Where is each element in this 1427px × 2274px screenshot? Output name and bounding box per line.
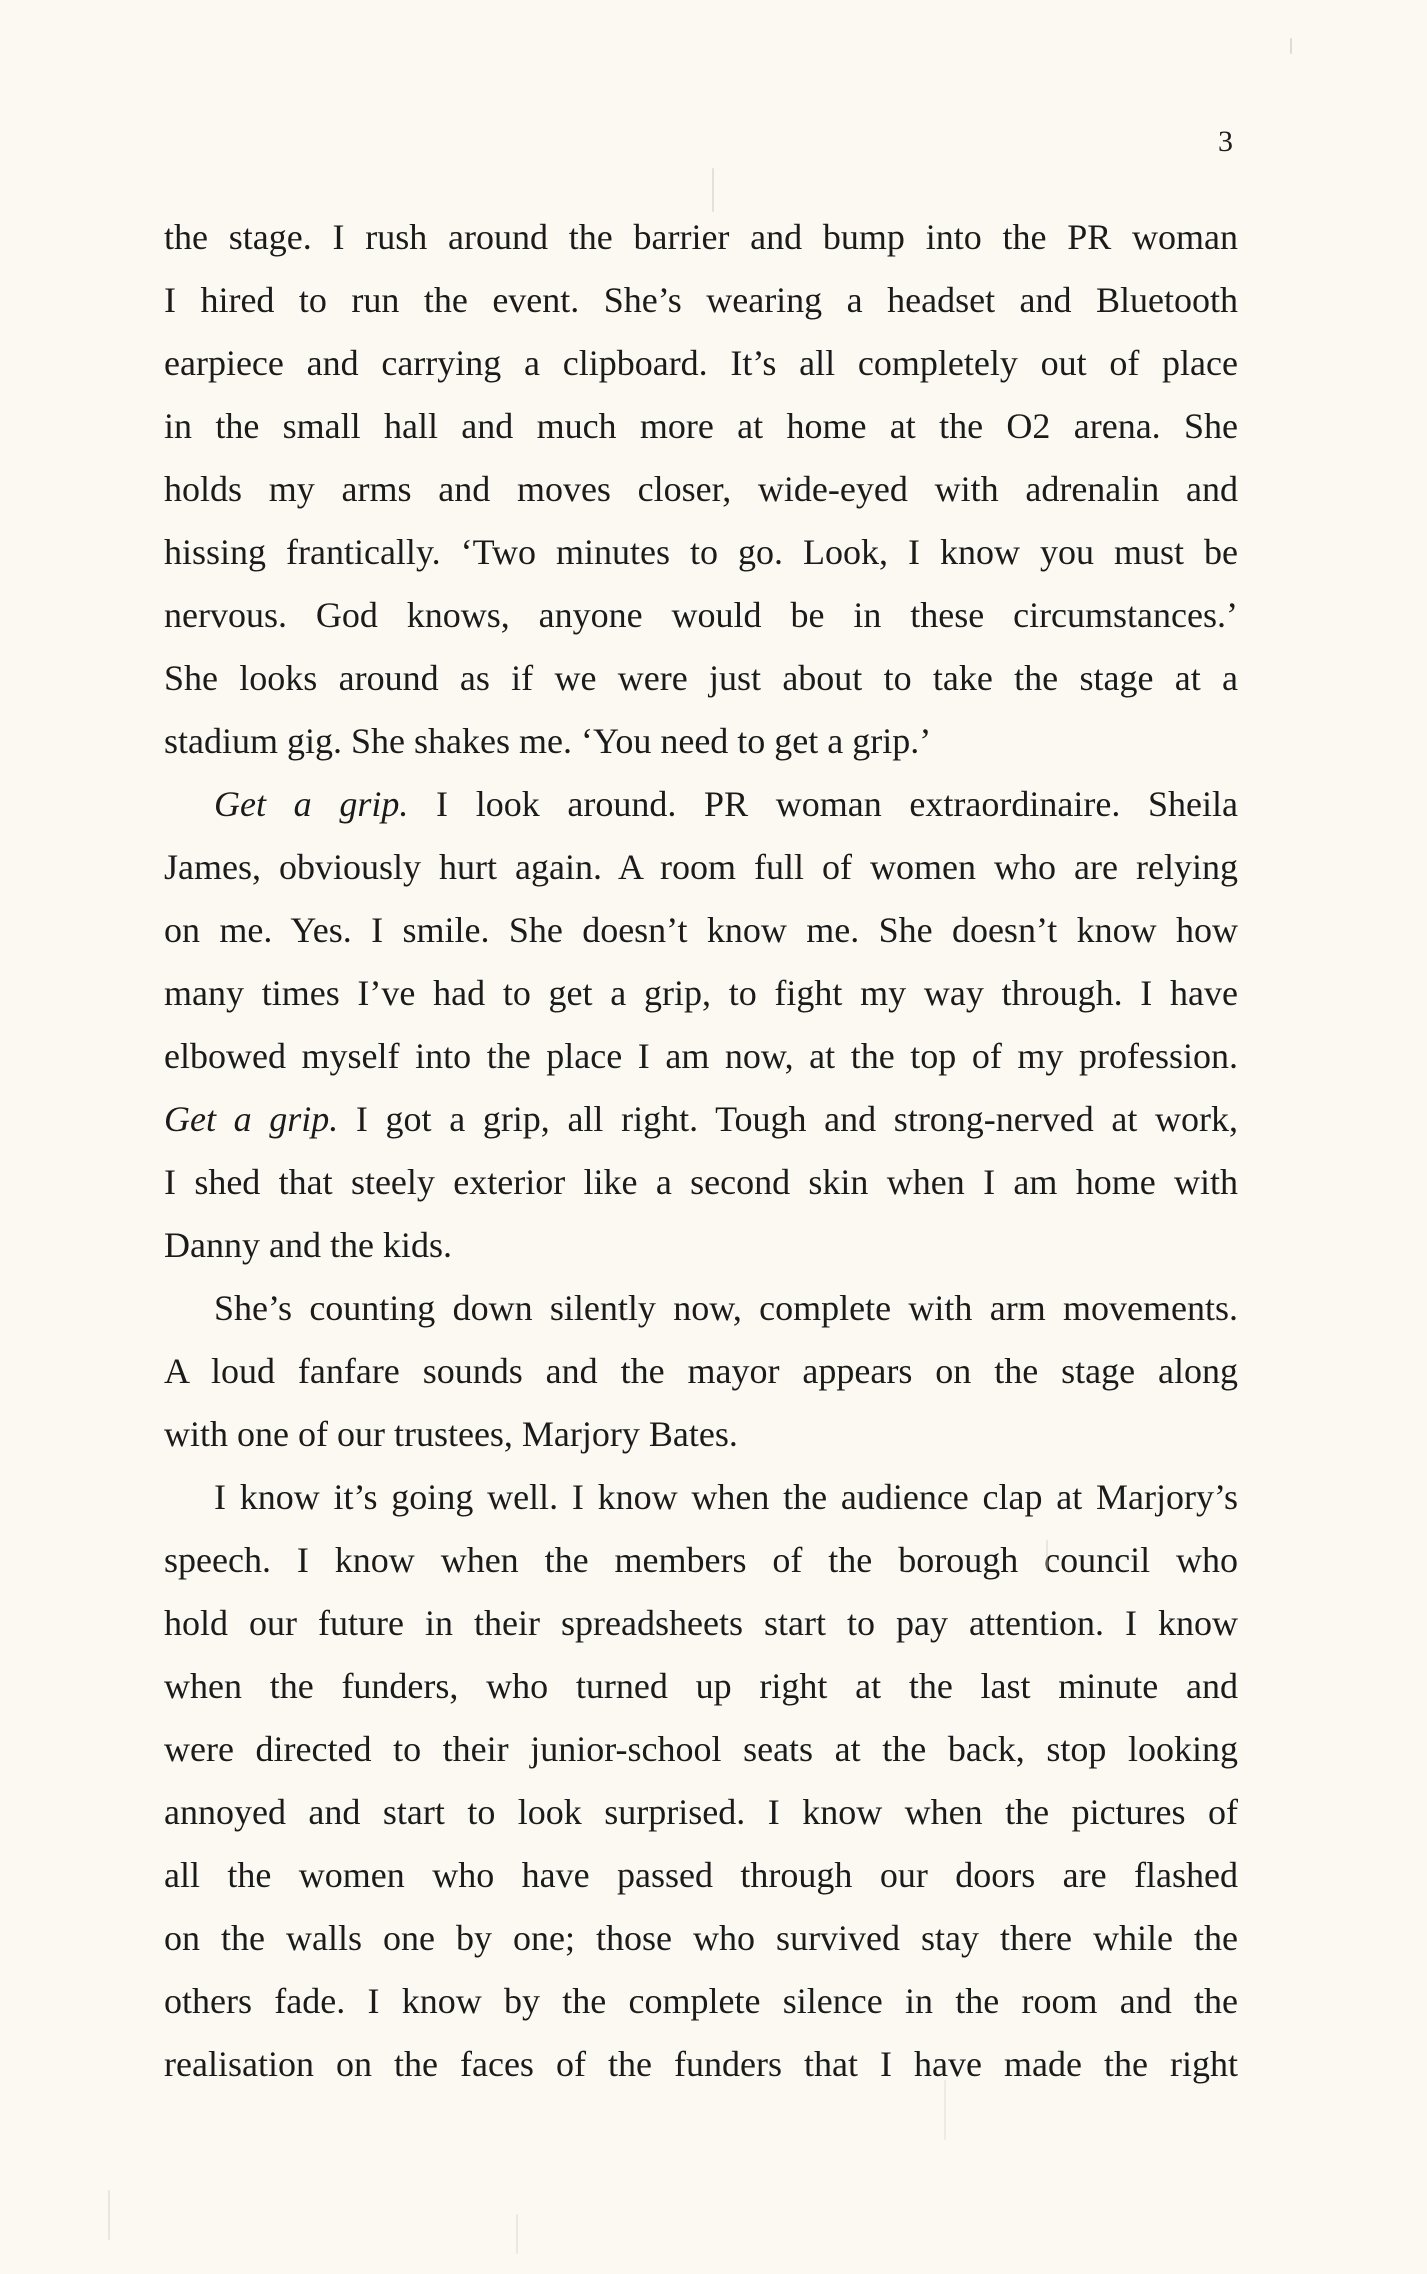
text-line [164,1025,1238,1088]
text-line [164,1403,1238,1466]
body-text [164,206,1238,2096]
italic-phrase: Get a grip. [164,1099,339,1139]
text-line [164,773,1238,836]
text-line [164,1907,1238,1970]
paper-speck [516,2214,518,2254]
line-text: realisation on the faces of the funders that I have made the right [164,2044,1238,2084]
text-line [164,521,1238,584]
line-text: all the women who have passed through our doors are flashed [164,1855,1238,1895]
line-text: were directed to their junior-school seats at the back, stop looking [164,1729,1238,1769]
paper-speck [712,168,714,212]
text-line [164,1592,1238,1655]
text-line [164,647,1238,710]
line-text: I shed that steely exterior like a second skin when I am home with [164,1162,1238,1202]
text-line [164,1718,1238,1781]
line-text: in the small hall and much more at home at the O2 arena. She [164,406,1238,446]
text-line [164,1277,1238,1340]
line-text: She’s counting down silently now, complete with arm movements. [214,1288,1238,1328]
line-text: hissing frantically. ‘Two minutes to go. Look, I know you must be [164,532,1238,572]
text-line [164,836,1238,899]
line-text: speech. I know when the members of the borough council who [164,1540,1238,1580]
line-text: on the walls one by one; those who survived stay there while the [164,1918,1238,1958]
paper-speck [944,2080,946,2140]
line-text: on me. Yes. I smile. She doesn’t know me. She doesn’t know how [164,910,1238,950]
line-text: earpiece and carrying a clipboard. It’s all completely out of place [164,343,1238,383]
line-text: I got a grip, all right. Tough and strong-nerved at work, [338,1099,1238,1139]
text-line [164,584,1238,647]
italic-phrase: Get a grip. [214,784,409,824]
text-line [164,1214,1238,1277]
text-line [164,1340,1238,1403]
paper-speck [1046,1540,1048,1570]
text-line [164,710,1238,773]
line-text: James, obviously hurt again. A room full of women who are relying [164,847,1238,887]
paper-speck [1290,38,1292,54]
text-line [164,332,1238,395]
text-line [164,2033,1238,2096]
paper-speck [108,2190,110,2240]
line-text: Danny and the kids. [164,1225,452,1265]
text-line [164,1151,1238,1214]
text-line [164,269,1238,332]
text-line [164,899,1238,962]
text-line [164,962,1238,1025]
text-line [164,1088,1238,1151]
line-text: holds my arms and moves closer, wide-eyed with adrenalin and [164,469,1238,509]
text-line [164,1844,1238,1907]
line-text: I hired to run the event. She’s wearing a headset and Bluetooth [164,280,1238,320]
line-text: elbowed myself into the place I am now, at the top of my profession. [164,1036,1238,1076]
text-line [164,458,1238,521]
line-text: nervous. God knows, anyone would be in these circumstances.’ [164,595,1238,635]
line-text: I know it’s going well. I know when the audience clap at Marjory’s [214,1477,1238,1517]
text-line [164,1466,1238,1529]
page-number: 3 [1218,125,1233,158]
line-text: annoyed and start to look surprised. I know when the pictures of [164,1792,1238,1832]
text-line [164,1781,1238,1844]
text-line [164,206,1238,269]
line-text: others fade. I know by the complete silence in the room and the [164,1981,1238,2021]
text-line [164,1529,1238,1592]
line-text: hold our future in their spreadsheets start to pay attention. I know [164,1603,1238,1643]
text-line [164,1970,1238,2033]
line-text: I look around. PR woman extraordinaire. Sheila [408,784,1238,824]
line-text: the stage. I rush around the barrier and bump into the PR woman [164,217,1238,257]
line-text: She looks around as if we were just about to take the stage at a [164,658,1238,698]
line-text: when the funders, who turned up right at the last minute and [164,1666,1238,1706]
line-text: many times I’ve had to get a grip, to fight my way through. I have [164,973,1238,1013]
line-text: with one of our trustees, Marjory Bates. [164,1414,738,1454]
text-line [164,1655,1238,1718]
text-line [164,395,1238,458]
line-text: stadium gig. She shakes me. ‘You need to get a grip.’ [164,721,932,761]
line-text: A loud fanfare sounds and the mayor appears on the stage along [164,1351,1238,1391]
